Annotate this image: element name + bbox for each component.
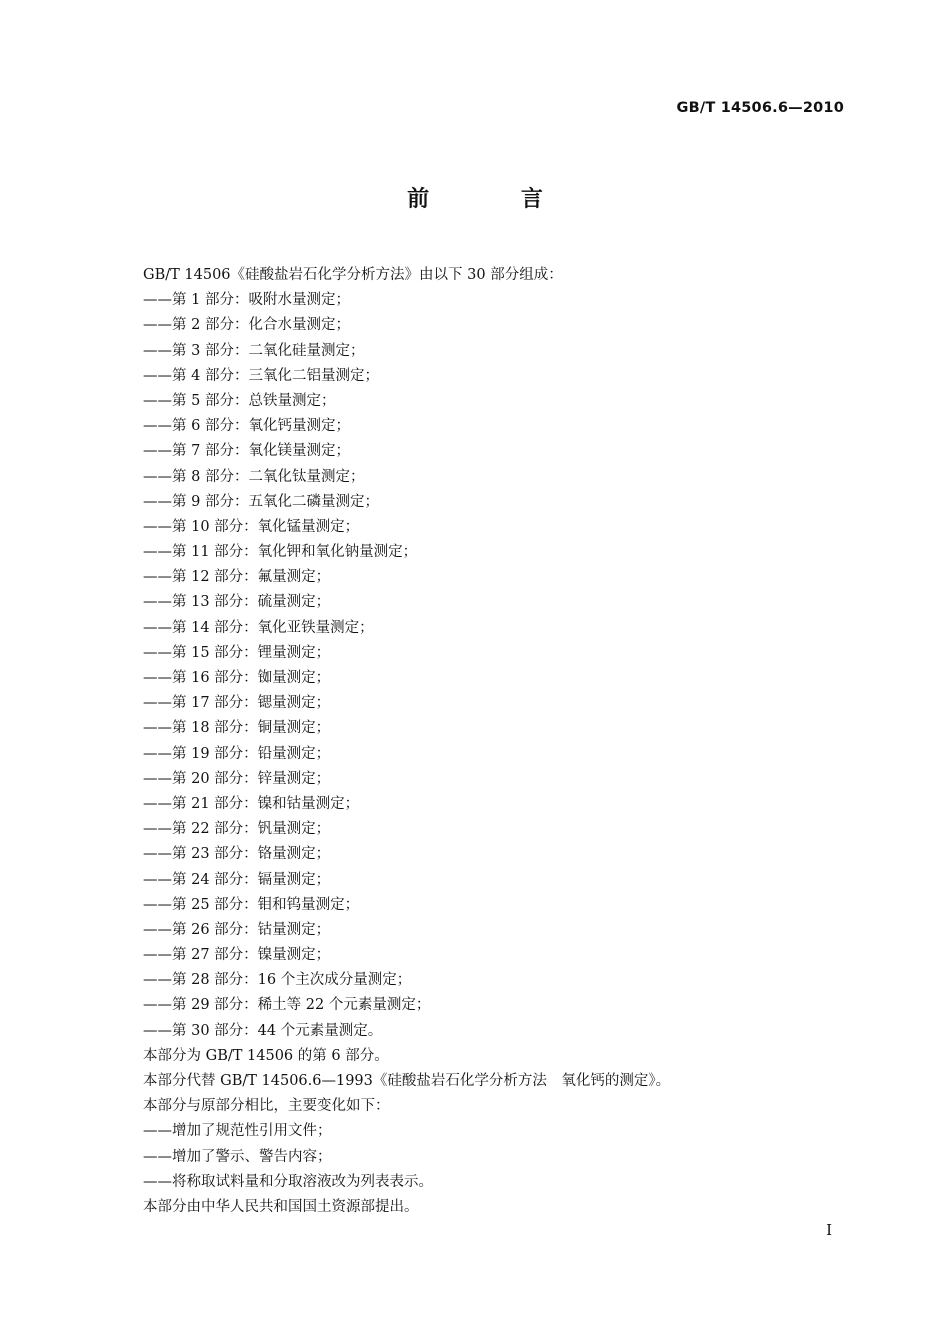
paragraph-changes-intro: 本部分与原部分相比，主要变化如下： bbox=[143, 1098, 390, 1115]
list-item-part-18: ——第 18 部分：铜量测定； bbox=[143, 720, 331, 737]
list-item-part-21: ——第 21 部分：镍和钴量测定； bbox=[143, 795, 360, 812]
list-item-part-5: ——第 5 部分：总铁量测定； bbox=[143, 392, 336, 409]
standard-number: GB/T 14506.6—2010 bbox=[676, 100, 844, 116]
list-item-part-17: ——第 17 部分：锶量测定； bbox=[143, 695, 331, 712]
list-item-part-4: ——第 4 部分：三氧化二铝量测定； bbox=[143, 367, 379, 384]
list-item-part-15: ——第 15 部分：锂量测定； bbox=[143, 644, 331, 661]
list-item-part-22: ——第 22 部分：钒量测定； bbox=[143, 821, 331, 838]
list-item-part-8: ——第 8 部分：二氧化钛量测定； bbox=[143, 468, 365, 485]
list-item-part-9: ——第 9 部分：五氧化二磷量测定； bbox=[143, 493, 379, 510]
list-item-part-3: ——第 3 部分：二氧化硅量测定； bbox=[143, 342, 365, 359]
list-item-part-10: ——第 10 部分：氧化锰量测定； bbox=[143, 518, 360, 535]
list-item-part-20: ——第 20 部分：锌量测定； bbox=[143, 770, 331, 787]
list-item-part-25: ——第 25 部分：钼和钨量测定； bbox=[143, 896, 360, 913]
page-title: 前 言 bbox=[407, 187, 585, 212]
paragraph-replaces: 本部分代替 GB/T 14506.6—1993《硅酸盐岩石化学分析方法 氧化钙的测定》。 bbox=[143, 1073, 671, 1089]
list-item-part-27: ——第 27 部分：镍量测定； bbox=[143, 947, 331, 964]
list-item-part-1: ——第 1 部分：吸附水量测定； bbox=[143, 292, 350, 309]
list-item-part-7: ——第 7 部分：氧化镁量测定； bbox=[143, 443, 350, 460]
list-item-part-28: ——第 28 部分：16 个主次成分量测定； bbox=[143, 972, 412, 989]
list-item-part-29: ——第 29 部分：稀土等 22 个元素量测定； bbox=[143, 997, 431, 1014]
list-item-part-12: ——第 12 部分：氟量测定； bbox=[143, 569, 331, 586]
list-item-part-30: ——第 30 部分：44 个元素量测定。 bbox=[143, 1022, 383, 1039]
list-item-part-16: ——第 16 部分：铷量测定； bbox=[143, 670, 331, 686]
list-item-part-24: ——第 24 部分：镉量测定； bbox=[143, 871, 331, 888]
list-item-change-3: ——将称取试料量和分取溶液改为列表表示。 bbox=[143, 1173, 433, 1190]
list-item-change-1: ——增加了规范性引用文件； bbox=[143, 1123, 332, 1140]
list-item-part-6: ——第 6 部分：氧化钙量测定； bbox=[143, 418, 350, 435]
list-item-part-2: ——第 2 部分：化合水量测定； bbox=[143, 317, 350, 334]
list-item-part-13: ——第 13 部分：硫量测定； bbox=[143, 594, 331, 611]
list-item-part-23: ——第 23 部分：铬量测定； bbox=[143, 846, 331, 863]
page-number: I bbox=[826, 1221, 832, 1239]
list-item-part-11: ——第 11 部分：氧化钾和氧化钠量测定； bbox=[143, 544, 418, 561]
list-item-part-14: ——第 14 部分：氧化亚铁量测定； bbox=[143, 619, 374, 636]
paragraph-intro: GB/T 14506《硅酸盐岩石化学分析方法》由以下 30 部分组成： bbox=[143, 267, 563, 283]
list-item-part-26: ——第 26 部分：钴量测定； bbox=[143, 921, 331, 938]
paragraph-part-statement: 本部分为 GB/T 14506 的第 6 部分。 bbox=[143, 1047, 389, 1064]
foreword-body bbox=[143, 263, 843, 1220]
paragraph-proposed-by: 本部分由中华人民共和国国土资源部提出。 bbox=[143, 1198, 419, 1215]
list-item-part-19: ——第 19 部分：铅量测定； bbox=[143, 745, 331, 762]
list-item-change-2: ——增加了警示、警告内容； bbox=[143, 1148, 332, 1165]
